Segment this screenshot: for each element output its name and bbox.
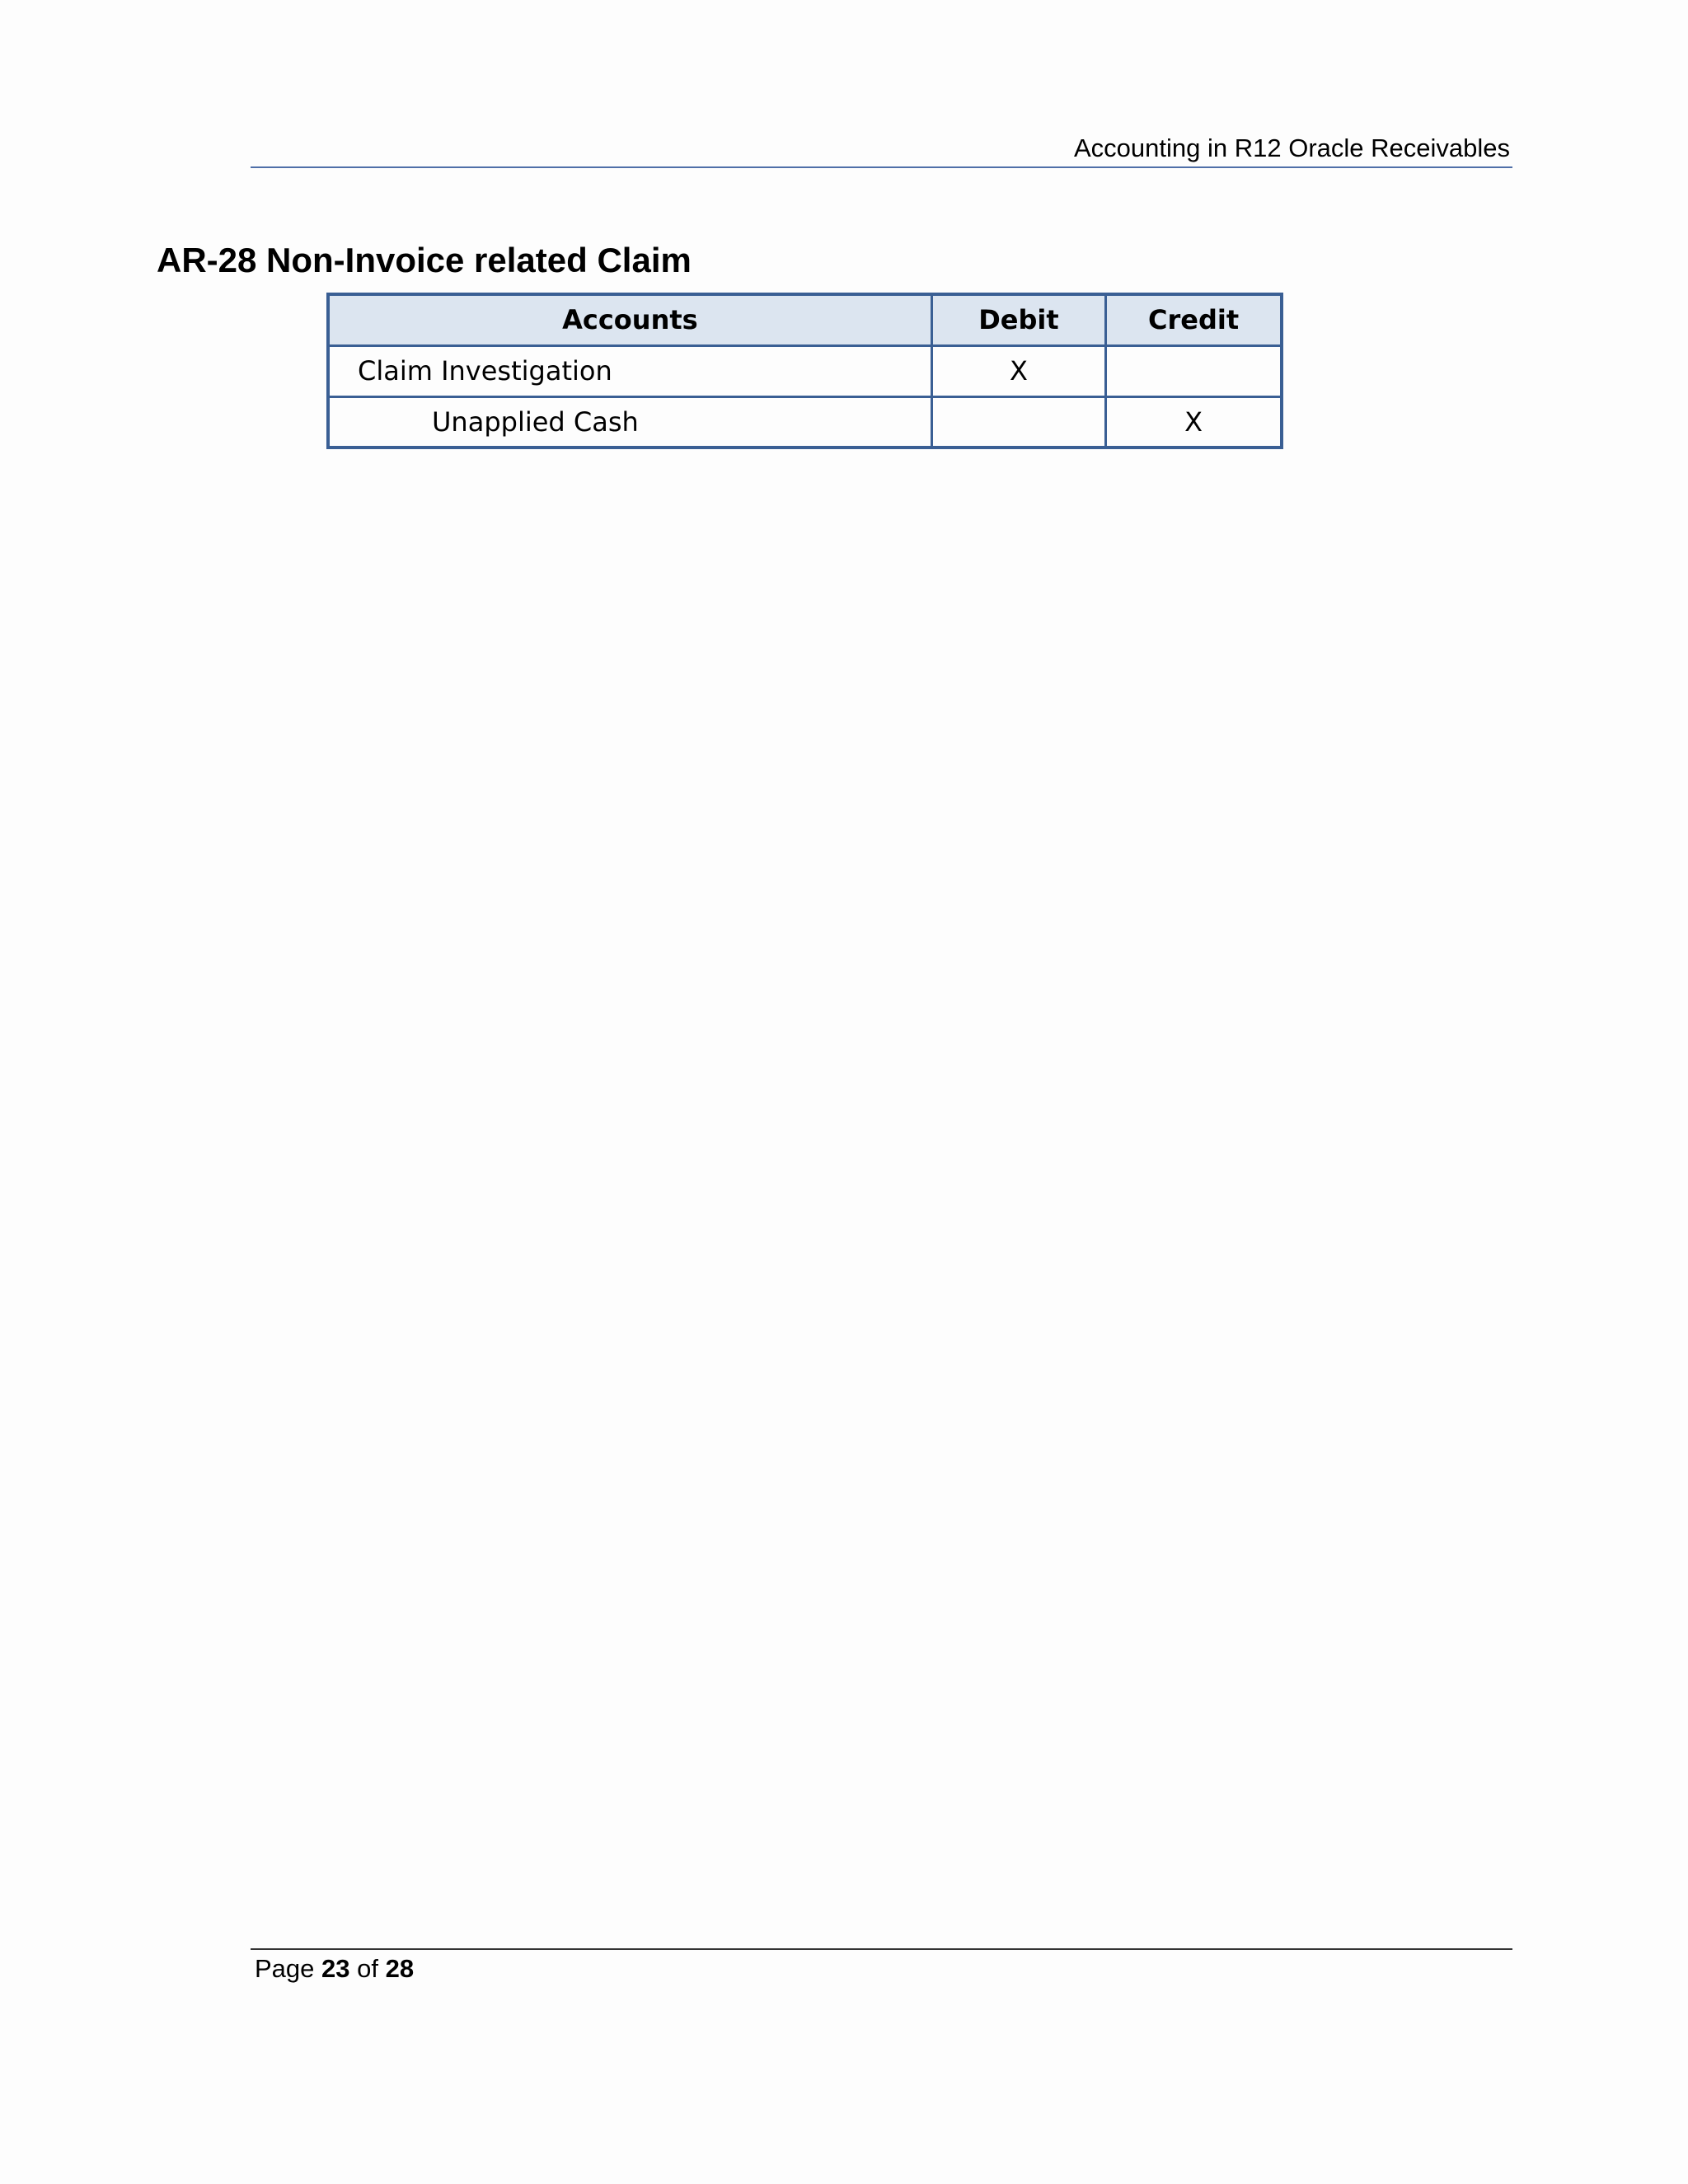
page-label: Page <box>255 1954 315 1983</box>
credit-cell <box>1106 345 1282 396</box>
debit-cell <box>931 396 1105 448</box>
table-body <box>328 345 1282 448</box>
debit-cell: X <box>931 345 1105 396</box>
page-number <box>255 1952 414 1986</box>
journal-entry-table <box>326 293 1283 449</box>
column-header-accounts: Accounts <box>328 294 931 345</box>
table-header-row <box>328 294 1282 345</box>
header-divider <box>251 166 1512 168</box>
table-row <box>328 345 1282 396</box>
current-page-number: 23 <box>321 1954 350 1983</box>
account-cell: Unapplied Cash <box>328 396 931 448</box>
account-cell: Claim Investigation <box>328 345 931 396</box>
page-header-title: Accounting in R12 Oracle Receivables <box>1074 134 1510 162</box>
credit-cell: X <box>1106 396 1282 448</box>
section-heading: AR-28 Non-Invoice related Claim <box>157 241 692 279</box>
of-label: of <box>357 1954 378 1983</box>
table-row <box>328 396 1282 448</box>
column-header-debit: Debit <box>931 294 1105 345</box>
footer-divider <box>251 1948 1512 1950</box>
column-header-credit: Credit <box>1106 294 1282 345</box>
total-pages-number: 28 <box>385 1954 415 1983</box>
